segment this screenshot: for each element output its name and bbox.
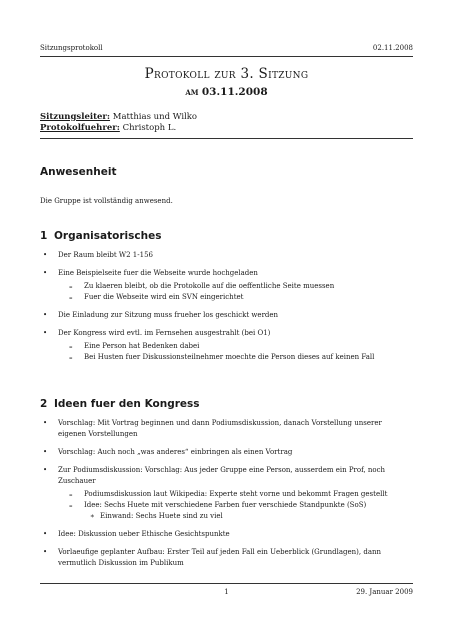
list-item-text: Der Kongress wird evtl. im Fernsehen ausgestrahlt (bei O1)	[58, 329, 271, 337]
sub-sub-list	[84, 511, 409, 522]
header-date: 02.11.2008	[372, 44, 413, 52]
dash-icon: –	[69, 501, 73, 510]
bullet-icon: •	[43, 269, 48, 277]
sub-list	[58, 281, 409, 303]
date-prefix: am	[185, 86, 199, 98]
list-item	[40, 328, 409, 363]
list-item	[40, 465, 409, 522]
attendance-text: Die Gruppe ist vollständig anwesend.	[40, 197, 173, 205]
bullet-icon: •	[43, 530, 48, 538]
dash-icon: –	[69, 353, 73, 362]
dash-icon: –	[69, 293, 73, 302]
footer-date: 29. Januar 2009	[356, 588, 413, 596]
list-item-text: Die Einladung zur Sitzung muss frueher los geschickt werden	[58, 311, 279, 319]
meeting-date-line	[0, 86, 453, 98]
asterisk-icon: ∗	[90, 512, 95, 520]
list-item-text: Der Raum bleibt W2 1-156	[58, 251, 153, 259]
section-2-heading	[40, 398, 200, 410]
sub-item-text: Eine Person hat Bedenken dabei	[84, 342, 200, 350]
list-item-text: Vorschlag: Auch noch „was anderes“ einbringen als einen Vortrag	[58, 448, 293, 456]
section-2-number: 2	[40, 398, 48, 410]
document-title: Protokoll zur 3. Sitzung	[144, 66, 309, 82]
list-item	[40, 447, 409, 458]
sub-list-item	[58, 500, 409, 522]
list-item	[40, 547, 409, 569]
bullet-icon: •	[43, 329, 48, 337]
sub-list-item	[58, 281, 409, 292]
list-item-text: Vorlaeufige geplanter Aufbau: Erster Teil auf jeden Fall ein Ueberblick (Grundlagen), dann vermutlich Diskussion im Publikum	[58, 548, 382, 567]
dash-icon: –	[69, 342, 73, 351]
section-2-title: Ideen fuer den Kongress	[54, 398, 200, 410]
sub-item-text: Idee: Sechs Huete mit verschiedene Farben fuer verschiede Standpunkte (SoS)	[84, 501, 367, 509]
sub-item-text: Fuer die Webseite wird ein SVN eingerichtet	[84, 293, 244, 301]
bullet-icon: •	[43, 251, 48, 259]
section-1-number: 1	[40, 230, 48, 242]
list-item	[40, 418, 409, 440]
sub-list	[58, 341, 409, 363]
bullet-icon: •	[43, 548, 48, 556]
footer-rule	[40, 583, 413, 584]
section-1-list	[40, 250, 409, 370]
sub-sub-list-item	[84, 511, 409, 522]
bullet-icon: •	[43, 311, 48, 319]
bullet-icon: •	[43, 419, 48, 427]
sub-list-item	[58, 292, 409, 303]
bullet-icon: •	[43, 466, 48, 474]
list-item-text: Idee: Diskussion ueber Ethische Gesichtspunkte	[58, 530, 230, 538]
sub-list-item	[58, 352, 409, 363]
sub-item-text: Zu klaeren bleibt, ob die Protokolle auf die oeffentliche Seite muessen	[84, 282, 335, 290]
page-number: 1	[224, 588, 229, 596]
writer-label: Protokolfuehrer:	[40, 122, 120, 133]
list-item	[40, 529, 409, 540]
leader-label: Sitzungsleiter:	[40, 112, 111, 122]
sub-list	[58, 489, 409, 522]
sub-item-text: Bei Husten fuer Diskussionsteilnehmer moechte die Person dieses auf keinen Fall	[84, 353, 375, 361]
sub-item-text: Podiumsdiskussion laut Wikipedia: Experte steht vorne und bekommt Fragen gestellt	[84, 490, 388, 498]
bullet-icon: •	[43, 448, 48, 456]
list-item-text: Vorschlag: Mit Vortrag beginnen und dann Podiumsdiskussion, danach Vorstellung unserer eigenen Vorstellungen	[58, 419, 382, 438]
list-item	[40, 310, 409, 321]
meeting-meta	[40, 112, 197, 133]
dash-icon: –	[69, 490, 73, 499]
running-header	[40, 44, 413, 52]
meeting-date: 03.11.2008	[201, 86, 268, 98]
writer-value: Christoph L.	[122, 122, 177, 133]
meta-rule	[40, 138, 413, 139]
section-1-title: Organisatorisches	[54, 230, 162, 242]
section-2-list	[40, 418, 409, 576]
header-title: Sitzungsprotokoll	[40, 44, 103, 52]
attendance-heading: Anwesenheit	[40, 166, 117, 178]
dash-icon: –	[69, 282, 73, 291]
header-rule	[40, 56, 413, 57]
section-1-heading	[40, 230, 161, 242]
sub-sub-item-text: Einwand: Sechs Huete sind zu viel	[100, 512, 223, 520]
sub-list-item	[58, 341, 409, 352]
list-item-text: Zur Podiumsdiskussion: Vorschlag: Aus jeder Gruppe eine Person, ausserdem ein Prof, noch Zuschauer	[58, 466, 386, 485]
list-item	[40, 268, 409, 303]
list-item-text: Eine Beispielseite fuer die Webseite wurde hochgeladen	[58, 269, 258, 277]
list-item	[40, 250, 409, 261]
sub-list-item	[58, 489, 409, 500]
leader-value: Matthias und Wilko	[112, 112, 198, 122]
